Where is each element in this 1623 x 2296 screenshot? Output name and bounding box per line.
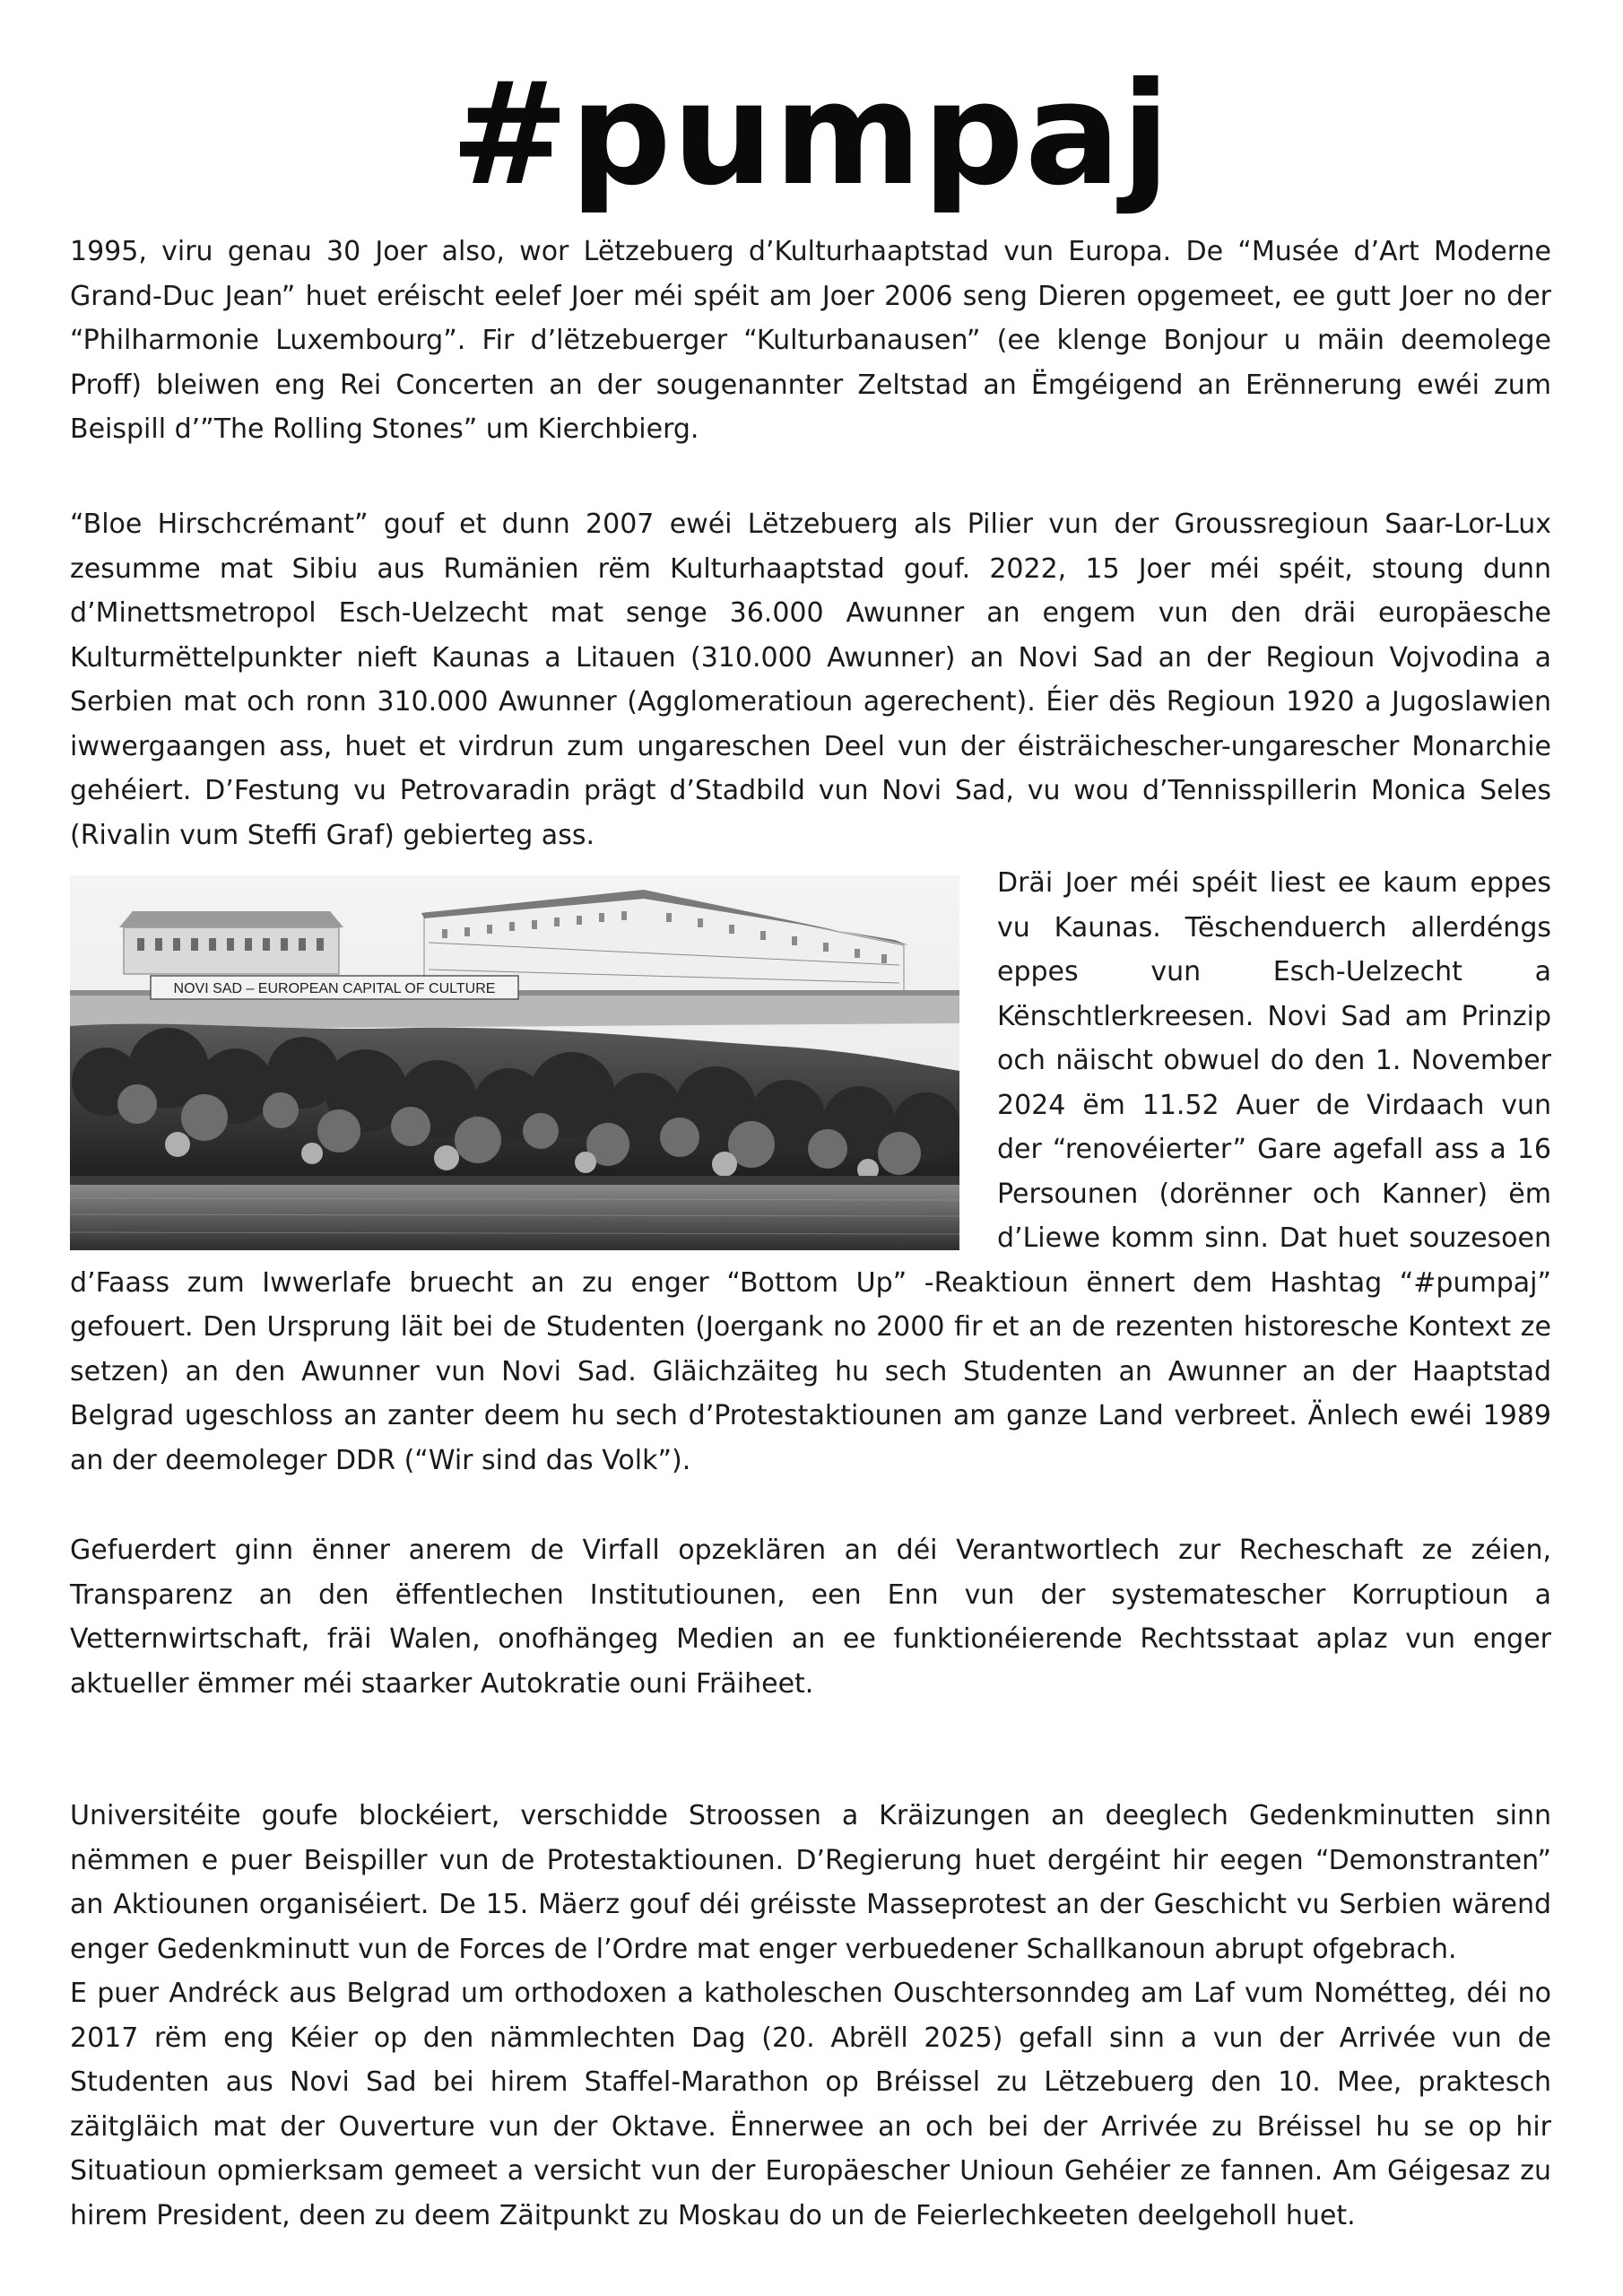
photo-text-block	[70, 861, 1551, 1483]
photo-banner-text: NOVI SAD – EUROPEAN CAPITAL OF CULTURE	[173, 981, 496, 996]
paragraph-demands: Gefuerdert ginn ënner anerem de Virfall opzeklären an déi Verantwortlech zur Recheschaft ze zéien, Transparenz an den ëffentlechen Institutiounen, een Enn vun der systematescher Korruptioun a Vetternwirtschaft, fräi Walen, onofhängeg Medien an ee funktionéierende Rechtsstaat aplaz vun enger aktueller ëmmer méi staarker Autokratie ouni Fräiheet.	[70, 1535, 1551, 1700]
paragraph-esch-novi-sad: “Bloe Hirschcrémant” gouf et dunn 2007 ewéi Lëtzebuerg als Pilier vun der Groussregioun Saar-Lor-Lux zesumme mat Sibiu aus Rumänien rëm Kulturhaaptstad gouf. 2022, 15 Joer méi spéit, stoung dunn d’Minettsmetropol Esch-Uelzecht mat senge 36.000 Awunner an engem vun den dräi europäesche Kulturmëttelpunkter nieft Kaunas a Litauen (310.000 Awunner) an Novi Sad an der Regioun Vojvodina a Serbien mat och ronn 310.000 Awunner (Agglomeratioun agerechent). Éier dës Regioun 1920 a Jugoslawien iwwergaangen ass, huet et virdrun zum ungareschen Deel vun der éisträichescher-ungarescher Monarchie gehéiert. D’Festung vu Petrovaradin prägt d’Stadbild vun Novi Sad, vu wou d’Tennisspillerin Monica Seles (Rivalin vum Steffi Graf) gebierteg ass.	[70, 509, 1551, 851]
page-title: #pumpaj	[450, 52, 1171, 217]
petrovaradin-fortress-photo	[70, 875, 959, 1250]
paragraph-protest-actions: Universitéite goufe blockéiert, verschidde Stroossen a Kräizungen an deeglech Gedenkminutten sinn nëmmen e puer Beispiller vun de Protestaktiounen. D’Regierung huet dergéint hir eegen “Demonstranten” an Aktiounen organiséiert. De 15. Mäerz gouf déi gréisste Masseprotest an der Geschicht vu Serbien wärend enger Gedenkminutt vun de Forces de l’Ordre mat enger verbuedener Schallkanoun abrupt ofgebrach.	[70, 1800, 1551, 1965]
paragraph-intro: 1995, viru genau 30 Joer also, wor Lëtzebuerg d’Kulturhaaptstad vun Europa. De “Musée d’Art Moderne Grand-Duc Jean” huet eréischt eelef Joer méi spéit am Joer 2006 seng Dieren opgemeet, ee gutt Joer no der “Philharmonie Luxembourg”. Fir d’lëtzebuerger “Kulturbanausen” (ee klenge Bonjour u mäin deemolege Proff) bleiwen eng Rei Concerten an der sougenannter Zeltstad an Ëmgéigend an Erënnerung ewéi zum Beispill d’”The Rolling Stones” um Kierchbierg.	[70, 236, 1551, 445]
paragraph-pumpaj-origin: Dräi Joer méi spéit liest ee kaum eppes vu Kaunas. Tëschenduerch allerdéngs eppes vun Esch-Uelzecht a Kënschtlerkreesen. Novi Sad am Prinzip och näischt obwuel do den 1. November 2024 ëm 11.52 Auer de Virdaach vun der “renovéierter” Gare agefall ass a 16 Persounen (dorënner och Kanner) ëm d’Liewe komm sinn. Dat huet souzesoen d’Faass zum Iwwerlafe bruecht an zu enger “Bottom Up” -Reaktioun ënnert dem Hashtag “#pumpaj” gefouert. Den Ursprung läit bei de Studenten (Joergank no 2000 fir et an de rezenten historesche Kontext ze setzen) an den Awunner vun Novi Sad. Gläichzäiteg hu sech Studenten an Awunner an der Haaptstad Belgrad ugeschloss an zanter deem hu sech d’Protestaktiounen am ganze Land verbreet. Änlech ewéi 1989 an der deemoleger DDR (“Wir sind das Volk”).	[70, 867, 1551, 1476]
paragraph-impressions: E puer Andréck aus Belgrad um orthodoxen a katholeschen Ouschtersonndeg am Laf vum Nométteg, déi no 2017 rëm eng Kéier op den nämmlechten Dag (20. Abrëll 2025) gefall sinn a vun der Arrivée vun de Studenten aus Novi Sad bei hirem Staffel-Marathon op Bréissel zu Lëtzebuerg den 10. Mee, praktesch zäitgläich mat der Ouverture vun der Oktave. Ënnerwee an och bei der Arrivée zu Bréissel hu se op hir Situatioun opmierksam gemeet a versicht vun der Europäescher Unioun Gehéier ze fannen. Am Géigesaz zu hirem President, deen zu deem Zäitpunkt zu Moskau do un de Feierlechkeeten deelgeholl huet.	[70, 1978, 1551, 2231]
